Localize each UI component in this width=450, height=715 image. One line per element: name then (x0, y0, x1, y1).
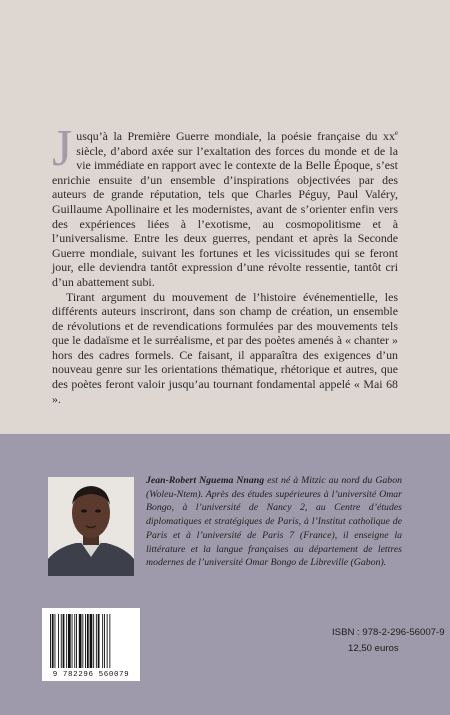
author-photo (48, 477, 134, 576)
barcode-number: 9 782296 560079 (52, 671, 130, 679)
blurb-text (52, 120, 398, 406)
drop-cap: J (52, 120, 73, 177)
barcode (42, 608, 140, 681)
author-portrait-image (48, 477, 134, 576)
author-name: Jean-Robert Nguema Nnang (146, 475, 265, 486)
author-bio: Jean-Robert Nguema Nnang est né à Mitzic au nord du Gabon (Woleu-Ntem). Après des études supérieures à l’université Omar Bongo, à l’université de Nancy 2, au Centre d’études diplomatiques et stratégiques de Paris, à l’Institut catholique de Paris et à l’université de Paris 7 (France), il enseigne la littérature et la langue françaises au département de lettres modernes de l’université Omar Bongo de Libreville (Gabon). (146, 475, 402, 569)
barcode-bars (42, 608, 140, 670)
blurb-paragraph-1: Jusqu’à la Première Guerre mondiale, la poésie française du $xx^e$ siècle, d’abord axée sur l’exaltation des forces du monde et de la vie immédiate en rapport avec le contexte de la Belle Époque, s’est enrichie ensuite d’un ensemble d’inspirations objectivées par des auteurs de grande réputation, tels que Charles Péguy, Paul Valéry, Guillaume Apollinaire et les modernistes, avant de s’orienter enfin vers des expériences liées à l’exotisme, au cosmopolitisme et à l’universalisme. Entre les deux guerres, pendant et après la Seconde Guerre mondiale, suivant les fortunes et les vicissitudes qui se feront jour, elle deviendra tantôt expression d’une révolte ressentie, tantôt cri d’un abattement subi. (52, 120, 398, 289)
blurb-paragraph-2: Tirant argument du mouvement de l’histoire événementielle, les différents auteurs inscriront, dans son champ de création, un ensemble de révolutions et de revendications formulées par des mouvements tels que le dadaïsme et le surréalisme, et par des poètes amenés à « chanter » hors des cadres formels. Ce faisant, il apparaîtra des exigences d’un nouveau genre sur les orientations thématique, rhétorique et autres, que des poètes feront valoir jusqu’au tournant fondamental appelé « Mai 68 ». (52, 289, 398, 406)
price: 12,50 euros (348, 643, 399, 654)
isbn: ISBN : 978-2-296-56007-9 (332, 627, 445, 638)
